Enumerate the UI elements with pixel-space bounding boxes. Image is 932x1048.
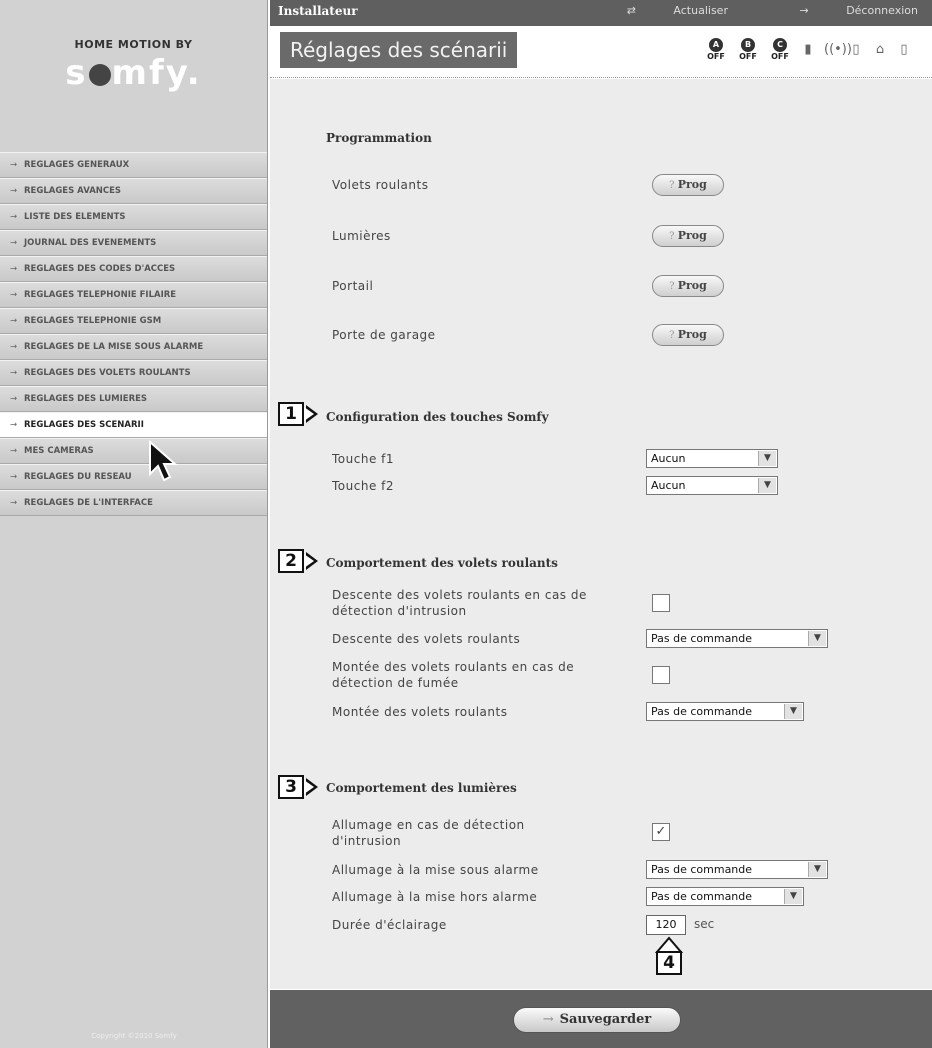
lumieres-sous-alarme-label: Allumage à la mise sous alarme xyxy=(332,863,539,877)
arrow-right-icon: → xyxy=(799,4,813,17)
arrow-right-icon: → xyxy=(10,186,18,196)
prog-icon: ? xyxy=(669,231,678,242)
arrow-right-icon: → xyxy=(10,394,18,404)
lumieres-intrusion-checkbox[interactable]: ✓ xyxy=(652,823,670,841)
lumieres-sous-alarme-select[interactable]: Pas de commande ▼ xyxy=(646,860,828,879)
prog-button-portail[interactable]: ? Prog xyxy=(652,275,724,297)
sidebar-item-reglages-avances[interactable]: → REGLAGES AVANCES xyxy=(0,178,267,204)
prog-icon: ? xyxy=(669,281,678,292)
phone-icon: ▯ xyxy=(900,42,908,57)
prog-icon: ? xyxy=(669,330,678,341)
volets-fumee-checkbox[interactable] xyxy=(652,666,670,684)
sidebar-item-reseau[interactable]: → REGLAGES DU RESEAU xyxy=(0,464,267,490)
callout-arrow-icon xyxy=(306,405,318,423)
callout-1: 1 xyxy=(278,402,304,426)
volets-montee-select[interactable]: Pas de commande ▼ xyxy=(646,702,804,721)
callout-4: 4 xyxy=(656,951,682,975)
sidebar-item-codes-acces[interactable]: → REGLAGES DES CODES D'ACCES xyxy=(0,256,267,282)
main-content xyxy=(270,79,932,989)
brand-tagline: HOME MOTION BY xyxy=(74,38,193,51)
chevron-down-icon: ▼ xyxy=(808,862,826,877)
callout-3: 3 xyxy=(278,775,304,799)
refresh-link[interactable]: ⇄ Actualiser xyxy=(626,4,728,17)
volets-fumee-label: Montée des volets roulants en cas de détection de fumée xyxy=(332,660,575,690)
status-bar xyxy=(704,38,912,61)
callout-arrow-icon xyxy=(306,778,318,796)
section-title-programmation: Programmation xyxy=(326,131,432,145)
lumieres-hors-alarme-label: Allumage à la mise hors alarme xyxy=(332,890,538,904)
zone-a-status[interactable]: A OFF xyxy=(707,40,725,61)
chevron-down-icon: ▼ xyxy=(784,889,802,904)
duree-eclairage-input[interactable]: 120 xyxy=(646,915,686,935)
refresh-icon: ⇄ xyxy=(626,4,640,17)
chevron-down-icon: ▼ xyxy=(758,451,776,466)
arrow-right-icon: → xyxy=(10,212,18,222)
chevron-down-icon: ▼ xyxy=(784,704,802,719)
callout-arrow-icon xyxy=(306,552,318,570)
touche-f1-label: Touche f1 xyxy=(332,452,394,466)
sidebar-item-lumieres[interactable]: → REGLAGES DES LUMIERES xyxy=(0,386,267,412)
sidebar-item-telephonie-filaire[interactable]: → REGLAGES TELEPHONIE FILAIRE xyxy=(0,282,267,308)
prog-label-garage: Porte de garage xyxy=(332,328,436,342)
arrow-right-icon: → xyxy=(10,316,18,326)
touche-f2-select[interactable]: Aucun ▼ xyxy=(646,476,778,495)
volets-intrusion-label: Descente des volets roulants en cas de détection d'intrusion xyxy=(332,588,587,618)
touche-f2-label: Touche f2 xyxy=(332,479,394,493)
sidebar-item-volets-roulants[interactable]: → REGLAGES DES VOLETS ROULANTS xyxy=(0,360,267,386)
arrow-right-icon: → xyxy=(10,498,18,508)
prog-button-garage[interactable]: ? Prog xyxy=(652,324,724,346)
section-title-volets: Comportement des volets roulants xyxy=(326,556,558,570)
door-icon: ▯ xyxy=(852,42,860,57)
arrow-right-icon: → xyxy=(10,472,18,482)
prog-label-portail: Portail xyxy=(332,279,374,293)
arrow-right-icon: → xyxy=(10,420,18,430)
battery-icon: ▮ xyxy=(804,42,812,57)
page-title: Réglages des scénarii xyxy=(280,32,517,68)
somfy-logo: s mfy. xyxy=(65,53,202,93)
duree-unit: sec xyxy=(694,917,715,931)
sidebar-item-journal-evenements[interactable]: → JOURNAL DES EVENEMENTS xyxy=(0,230,267,256)
volets-montee-label: Montée des volets roulants xyxy=(332,705,508,719)
duree-eclairage-label: Durée d'éclairage xyxy=(332,918,447,932)
zone-b-status[interactable]: B OFF xyxy=(739,40,757,61)
touche-f1-select[interactable]: Aucun ▼ xyxy=(646,449,778,468)
arrow-right-icon: → xyxy=(10,342,18,352)
arrow-right-icon: → xyxy=(10,290,18,300)
callout-2: 2 xyxy=(278,549,304,573)
home-icon: ⌂ xyxy=(875,42,885,57)
prog-label-lumieres: Lumières xyxy=(332,229,391,243)
chevron-down-icon: ▼ xyxy=(758,478,776,493)
lumieres-hors-alarme-select[interactable]: Pas de commande ▼ xyxy=(646,887,804,906)
arrow-right-icon: → xyxy=(10,368,18,378)
footer-bar xyxy=(270,990,932,1048)
prog-icon: ? xyxy=(669,180,678,191)
section-title-touches: Configuration des touches Somfy xyxy=(326,410,549,424)
sidebar xyxy=(0,0,268,1048)
sidebar-item-reglages-generaux[interactable]: → REGLAGES GENERAUX xyxy=(0,152,267,178)
arrow-right-icon: → xyxy=(10,238,18,248)
volets-descente-select[interactable]: Pas de commande ▼ xyxy=(646,629,828,648)
save-button[interactable]: → Sauvegarder xyxy=(513,1007,681,1033)
volets-descente-label: Descente des volets roulants xyxy=(332,632,521,646)
user-role: Installateur xyxy=(278,4,358,18)
arrow-right-icon: → xyxy=(10,446,18,456)
arrow-right-icon: → xyxy=(10,264,18,274)
zone-c-status[interactable]: C OFF xyxy=(771,40,789,61)
sidebar-item-cameras[interactable]: → MES CAMERAS xyxy=(0,438,267,464)
logout-link[interactable]: → Déconnexion xyxy=(799,4,918,17)
sidebar-item-telephonie-gsm[interactable]: → REGLAGES TELEPHONIE GSM xyxy=(0,308,267,334)
prog-button-volets[interactable]: ? Prog xyxy=(652,174,724,196)
prog-button-lumieres[interactable]: ? Prog xyxy=(652,225,724,247)
radio-signal-icon: ((•)) xyxy=(824,42,852,57)
sidebar-item-scenarii[interactable]: → REGLAGES DES SCENARII xyxy=(0,412,267,438)
section-title-lumieres: Comportement des lumières xyxy=(326,781,517,795)
copyright: Copyright ©2010 Somfy xyxy=(91,1032,177,1040)
top-bar xyxy=(270,0,932,26)
lumieres-intrusion-label: Allumage en cas de détection d'intrusion xyxy=(332,818,525,848)
arrow-right-icon: → xyxy=(542,1012,554,1027)
volets-intrusion-checkbox[interactable] xyxy=(652,594,670,612)
sidebar-nav xyxy=(0,152,267,516)
sidebar-item-interface[interactable]: → REGLAGES DE L'INTERFACE xyxy=(0,490,267,516)
chevron-down-icon: ▼ xyxy=(808,631,826,646)
sidebar-item-liste-elements[interactable]: → LISTE DES ELEMENTS xyxy=(0,204,267,230)
arrow-right-icon: → xyxy=(10,160,18,170)
mouse-cursor-icon xyxy=(148,440,182,484)
brand xyxy=(0,0,267,152)
prog-label-volets: Volets roulants xyxy=(332,178,429,192)
sidebar-item-mise-sous-alarme[interactable]: → REGLAGES DE LA MISE SOUS ALARME xyxy=(0,334,267,360)
title-row xyxy=(270,26,932,78)
